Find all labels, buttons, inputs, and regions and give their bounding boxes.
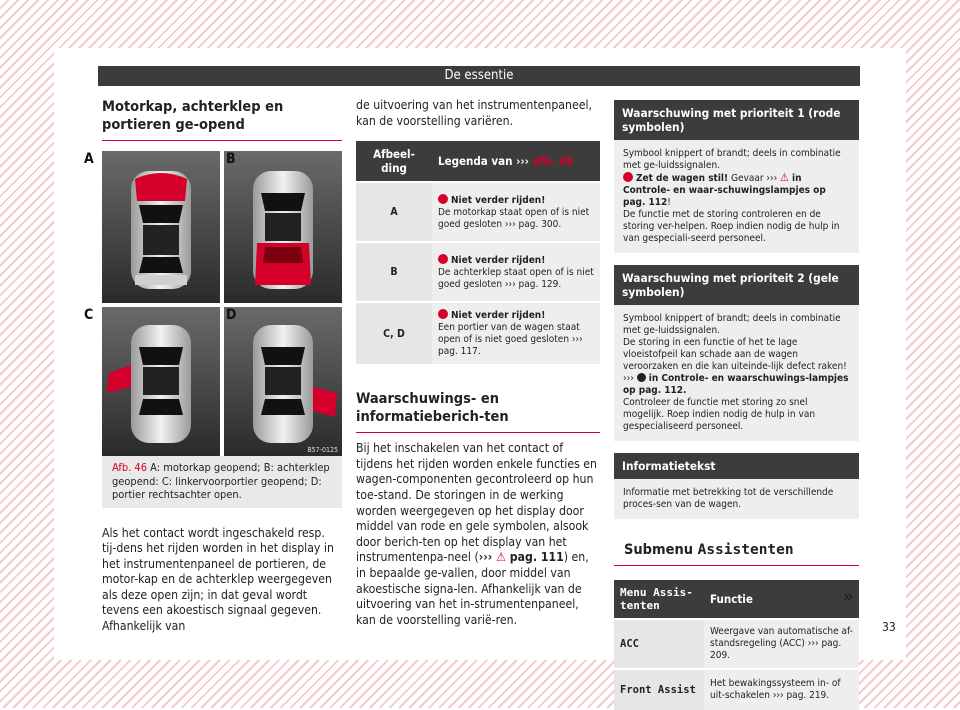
- priority2-line3: Controleer de functie met storing zo snel mogelijk. Roep indien nodig de hulp in van gespecialiseerd personeel.: [623, 397, 816, 432]
- info-box: [614, 453, 859, 519]
- figure-label-b: B: [226, 151, 236, 167]
- car-figure: [84, 151, 342, 456]
- priority1-line3: De functie met de storing controleren en de storing ver-helpen. Roep indien nodig de hulp in van gespeciali-seerd personeel.: [623, 209, 840, 244]
- row-text: Het bewakingssysteem in- of uit-schakelen ››› pag. 219.: [704, 669, 859, 710]
- priority1-gevaar: Gevaar ›››: [728, 173, 781, 184]
- figure-caption: [102, 456, 342, 508]
- assist-col-function: Functie: [704, 580, 859, 619]
- legend-col-figure: Afbeel-ding: [356, 141, 432, 182]
- page-link[interactable]: pag. 111: [505, 550, 564, 565]
- priority1-title: Waarschuwing met prioriteit 1 (rode symbolen): [614, 100, 859, 140]
- note-icon: [637, 373, 646, 382]
- row-title: Niet verder rijden!: [451, 310, 546, 322]
- right-column: [614, 100, 859, 710]
- info-text: Informatie met betrekking tot de verschillende proces-sen van de wagen.: [623, 487, 834, 510]
- priority1-box: [614, 100, 859, 253]
- submenu-heading: [624, 541, 859, 559]
- table-row: [614, 669, 859, 710]
- figure-label-a: A: [84, 151, 94, 167]
- row-key: Front Assist: [614, 669, 704, 710]
- warning-triangle-icon: ⚠: [780, 171, 789, 184]
- section-header: De essentie: [98, 66, 860, 86]
- priority1-stop: Zet de wagen stil!: [636, 173, 729, 184]
- priority1-line1: Symbool knippert of brandt; deels in combinatie met ge-luidssignalen.: [623, 148, 841, 171]
- table-row: [356, 182, 600, 242]
- row-key: C, D: [356, 302, 432, 364]
- legend-col-legend: [432, 141, 600, 182]
- legend-table: [356, 141, 600, 364]
- middle-body-a: Bij het inschakelen van het contact of tijdens het rijden worden enkele functies en wagen-componenten gecontroleerd op hun toe-stand. De storingen in de werking worden weergegeven op het display door middel van rode en gele symbolen, alsook door berich-ten op het display van het instrumentenpa-neel (: [356, 441, 597, 565]
- left-heading: Motorkap, achterklep en portieren ge-opend: [102, 99, 284, 133]
- row-text: De achterklep staat open of is niet goed gesloten ››› pag. 129.: [438, 266, 594, 290]
- priority2-link[interactable]: in Controle- en waarschuwings-lampjes op pag. 112.: [623, 373, 849, 396]
- row-text: Weergave van automatische af-standsregeling (ACC) ››› pag. 209.: [704, 619, 859, 669]
- priority2-title: Waarschuwing met prioriteit 2 (gele symbolen): [614, 265, 859, 305]
- row-title: Niet verder rijden!: [451, 194, 546, 206]
- warning-icon: [438, 254, 448, 264]
- middle-heading: Waarschuwings- en informatieberich-ten: [356, 391, 509, 426]
- row-text: Een portier van de wagen staat open of is niet goed gesloten ››› pag. 117.: [438, 322, 583, 358]
- row-text: De motorkap staat open of is niet goed gesloten ››› pag. 300.: [438, 206, 590, 230]
- legend-col-ref[interactable]: afb. 46: [532, 154, 574, 169]
- warning-icon: [438, 309, 448, 319]
- left-body: Als het contact wordt ingeschakeld resp. tij-dens het rijden worden in het display in het instrumentenpaneel de portieren, de motor-kap en de achterklep weergegeven als deze open zijn; in dat geval wordt tevens een akoestisch signaal gegeven. Afhankelijk van: [102, 525, 334, 634]
- submenu-label: Submenu: [624, 542, 698, 558]
- submenu-name: Assistenten: [697, 542, 794, 558]
- table-row: [356, 242, 600, 302]
- legend-col-text: Legenda van ›››: [438, 154, 533, 169]
- car-illustration: [102, 151, 342, 456]
- caption-text: A: motorkap geopend; B: achterklep geopend: C: linkervoorportier geopend; D: portier rechtsachter open.: [112, 461, 330, 501]
- continue-mark: »: [843, 586, 854, 607]
- info-icon: ⚠: [496, 550, 506, 565]
- warning-icon: [438, 194, 448, 204]
- table-row: [356, 302, 600, 364]
- priority1-excl: !: [667, 197, 671, 208]
- priority2-line1: Symbool knippert of brandt; deels in combinatie met ge-luidssignalen.: [623, 313, 841, 336]
- priority2-line2: De storing in een functie of het te lage vloeistofpeil kan schade aan de wagen veroorzaken en die kan uiteinde-lijk defect raken! ›››: [623, 337, 847, 384]
- priority1-link[interactable]: in Controle- en waar-schuwingslampjes op pag. 112: [623, 173, 826, 208]
- row-title: Niet verder rijden!: [451, 254, 546, 266]
- caption-ref[interactable]: Afb. 46: [112, 461, 148, 474]
- row-key: A: [356, 182, 432, 242]
- assist-col-menu: Menu Assis-tenten: [614, 580, 704, 619]
- figure-label-d: D: [226, 307, 237, 323]
- row-key: ACC: [614, 619, 704, 669]
- middle-intro: de uitvoering van het instrumentenpaneel, kan de voorstelling variëren.: [356, 98, 592, 128]
- priority2-box: [614, 265, 859, 441]
- warning-icon: [623, 172, 633, 182]
- page-number: 33: [882, 620, 896, 634]
- row-key: B: [356, 242, 432, 302]
- figure-label-c: C: [84, 307, 94, 323]
- ref-arrows: ›››: [478, 550, 497, 565]
- middle-body-b: ) en, in bepaalde ge-vallen, door middel van akoestische signa-len. Afhankelijk van de uitvoering van het in-strumentenpaneel, kan de voorstelling varië-ren.: [356, 550, 589, 627]
- figure-code: B57-0125: [307, 446, 338, 454]
- info-title: Informatietekst: [614, 453, 859, 479]
- middle-column: [356, 98, 600, 628]
- table-row: [614, 619, 859, 669]
- middle-body: [356, 441, 600, 628]
- assistenten-table: [614, 580, 859, 710]
- left-column: [84, 98, 342, 635]
